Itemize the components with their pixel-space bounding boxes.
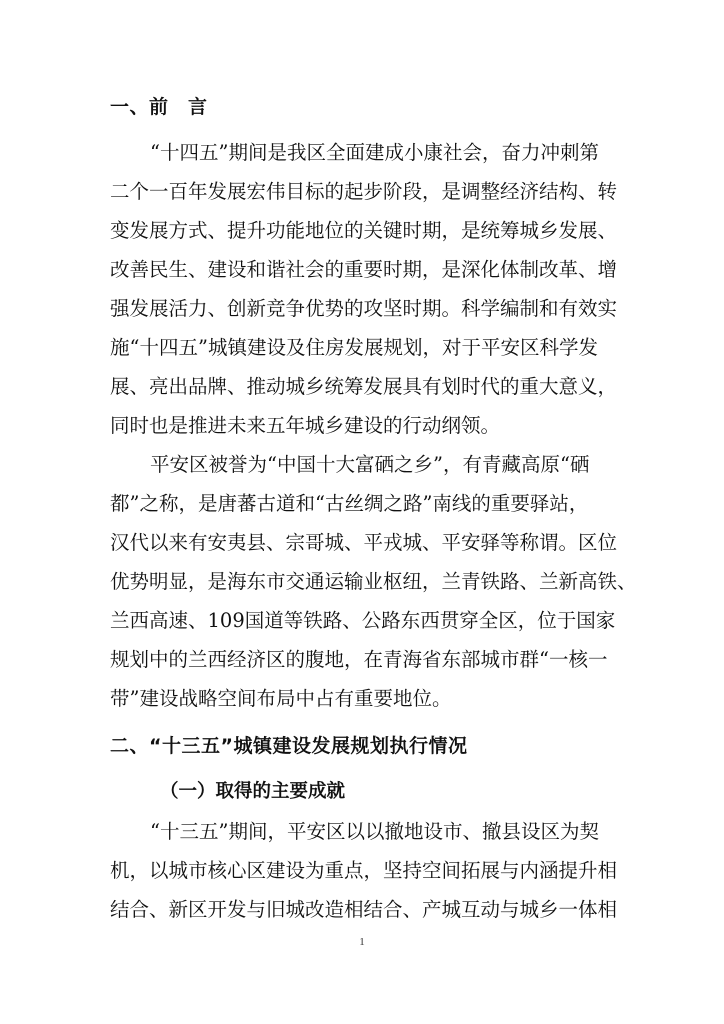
paragraph-line: 带”建设战略空间布局中占有重要地位。 — [110, 687, 452, 710]
paragraph-line: 规划中的兰西经济区的腹地，在青海省东部城市群“一核一 — [110, 648, 608, 671]
paragraph-line: 施“十四五”城镇建设及住房发展规划，对于平安区科学发 — [110, 336, 598, 359]
page-number: 1 — [359, 936, 365, 948]
paragraph-line: 平安区被誉为“中国十大富硒之乡”，有青藏高原“硒 — [150, 453, 590, 476]
paragraph-line: 机，以城市核心区建设为重点，坚持空间拓展与内涵提升相 — [110, 859, 618, 882]
paragraph-line: 改善民生、建设和谐社会的重要时期，是深化体制改革、增 — [110, 258, 618, 281]
paragraph-line: 强发展活力、创新竞争优势的攻坚时期。科学编制和有效实 — [110, 297, 618, 320]
paragraph-line: “十四五”期间是我区全面建成小康社会，奋力冲刺第 — [150, 141, 599, 164]
paragraph-line: 结合、新区开发与旧城改造相结合、产城互动与城乡一体相 — [110, 898, 618, 921]
paragraph-line: “十三五”期间，平安区以以撤地设市、撤县设区为契 — [150, 820, 599, 843]
paragraph-line: 都”之称，是唐蕃古道和“古丝绸之路”南线的重要驿站， — [110, 492, 589, 515]
section-2-heading: 二、“十三五”城镇建设发展规划执行情况 — [110, 735, 468, 757]
section-1-heading: 一、前 言 — [110, 96, 208, 118]
paragraph-line: 优势明显，是海东市交通运输业枢纽，兰青铁路、兰新高铁、 — [110, 570, 637, 593]
paragraph-line: 汉代以来有安夷县、宗哥城、平戎城、平安驿等称谓。区位 — [110, 531, 618, 554]
paragraph-line: 兰西高速、109国道等铁路、公路东西贯穿全区，位于国家 — [110, 609, 616, 632]
paragraph-line: 二个一百年发展宏伟目标的起步阶段，是调整经济结构、转 — [110, 180, 618, 203]
paragraph-line: 变发展方式、提升功能地位的关键时期，是统筹城乡发展、 — [110, 219, 618, 242]
subsection-heading: （一）取得的主要成就 — [160, 781, 346, 802]
paragraph-line: 同时也是推进未来五年城乡建设的行动纲领。 — [110, 414, 501, 437]
paragraph-line: 展、亮出品牌、推动城乡统筹发展具有划时代的重大意义， — [110, 375, 618, 398]
